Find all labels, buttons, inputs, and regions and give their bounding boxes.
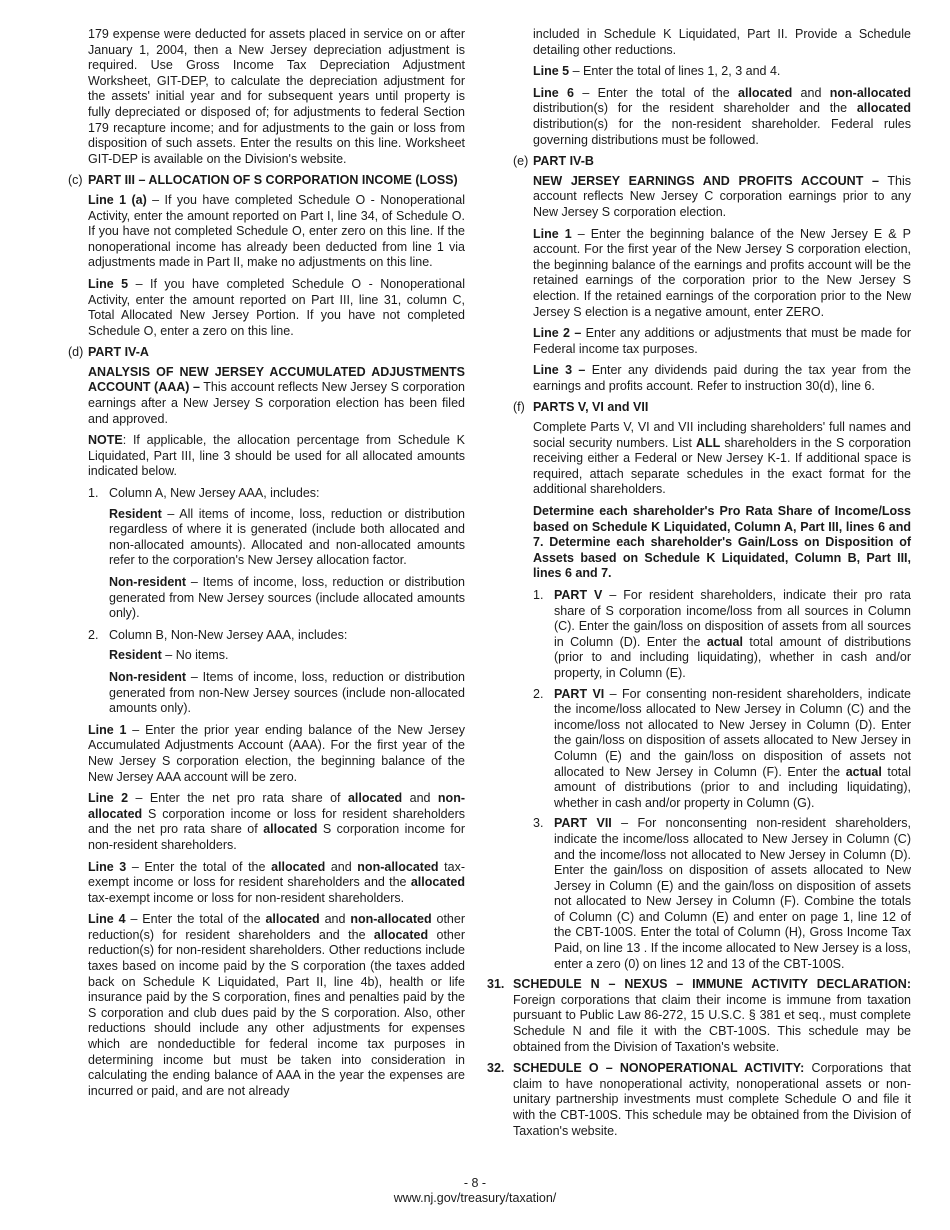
section-heading: PART IV-B — [533, 154, 594, 169]
paragraph: Line 5 – If you have completed Schedule O - Nonoperational Activity, enter the amount reported on Part III, line 31, column C, Total Allocated New Jersey Portion. If you have not completed Schedule O, enter a zero on this line. — [88, 276, 465, 338]
section-heading: PARTS V, VI and VII — [533, 400, 649, 415]
paragraph: Non-resident – Items of income, loss, reduction or distribution generated from non-New Jersey sources (include non-allocated amounts only). — [109, 669, 465, 716]
paragraph: Line 2 – Enter the net pro rata share of allocated and non-allocated S corporation income or loss for resident shareholders and the net pro rata share of allocated S corporation income for non-resident shareholders. — [88, 791, 466, 852]
paragraph: Resident – No items. — [109, 648, 229, 663]
page-number: - 8 - — [463, 1176, 487, 1190]
section-d — [68, 345, 465, 361]
list-item: 2. Column B, Non-New Jersey AAA, includes: — [88, 627, 348, 642]
section-e — [513, 154, 911, 170]
paragraph: Non-resident – Items of income, loss, reduction or distribution generated from New Jersey sources (include allocated amounts only). — [109, 575, 465, 621]
paragraph: Determine each shareholder's Pro Rata Share of Income/Loss based on Schedule K Liquidated, Column A, Part III, lines 6 and 7. Determine each shareholder's Gain/Loss on Disposition of Assets based on Schedule K Liquidated, Column B, Part III, lines 6 and 7. — [533, 504, 911, 581]
section-label: (e) — [513, 154, 529, 169]
paragraph: Line 2 – Enter any additions or adjustments that must be made for Federal income tax purposes. — [533, 326, 911, 356]
section-32: 32. SCHEDULE O – NONOPERATIONAL ACTIVITY: Corporations that claim to have nonoperational activity, nonoperational assets or non-unitary partnership investments must complete Schedule O and file it with the CBT-100S. This schedule may be obtained from the Division of Taxation's website. — [487, 1061, 912, 1138]
list-item: 3. PART VII – For nonconsenting non-resident shareholders, indicate the income/loss allocated to New Jersey in Column (C) and the income/loss not allocated to New Jersey in Column (D). Enter the gain/loss on disposition of assets allocated to New Jersey in Column (E) and the gain/loss on disposition of assets not allocated to New Jersey in Column (F). Combine the totals of Column (C) and Column (E) and enter on page 1, line 12 of the CBT-100S. Enter the total of Column (H), Gross Income Tax Paid, on line 13 . If the income allocated to New Jersey is a loss, enter a zero (0) on lines 12 and 13 of the CBT-100S. — [533, 816, 911, 971]
list-item: 1. PART V – For resident shareholders, indicate their pro rata share of S corporation income/loss from all sources in Column (C). Enter the gain/loss on disposition of assets from all sources in Column (D). Enter the actual total amount of distributions (prior to and including liquidating), whether in cash and/or property, in Column (E). — [533, 588, 911, 680]
paragraph: Line 6 – Enter the total of the allocated and non-allocated distribution(s) for the resident shareholder and the allocated distribution(s) for the non-resident shareholder. Federal rules governing distributions must be followed. — [533, 85, 912, 147]
paragraph: 179 expense were deducted for assets placed in service on or after January 1, 2004, then a New Jersey depreciation adjustment is required. Use Gross Income Tax Depreciation Adjustment Worksheet, GIT-DEP, to calculate the depreciation adjustment for the assets' initial year and for subsequent years until property is fully depreciated or disposed of; for adjustments to federal Section 179 recapture income; and for adjustments to the gain or loss from disposition of such assets. Enter the results on this line. Worksheet GIT-DEP is available on the Division's website. — [88, 27, 465, 166]
section-f — [513, 400, 911, 416]
section-label: (d) — [68, 345, 84, 360]
list-item: 1. Column A, New Jersey AAA, includes: — [88, 486, 320, 501]
list-item: 2. PART VI – For consenting non-resident shareholders, indicate the income/loss allocated to New Jersey in Column (C) and the income/loss not allocated to New Jersey in Column (D). Enter the gain/loss on disposition of assets allocated to New Jersey in Column (E) and the gain/loss on disposition of assets not allocated to New Jersey in Column (F). Enter the actual total amount of distributions (prior to and including liquidating), whether in cash and/or property in Column (G). — [533, 686, 912, 810]
section-31: 31. SCHEDULE N – NEXUS – IMMUNE ACTIVITY DECLARATION: Foreign corporations that claim their income is immune from taxation pursuant to Public Law 86-272, 15 U.S.C. § 381 et seq., must complete Schedule N and file it with the CBT-100S. This schedule may be obtained from the Division of Taxation's website. — [487, 977, 911, 1054]
paragraph: NEW JERSEY EARNINGS AND PROFITS ACCOUNT – This account reflects New Jersey C corporation earnings prior to any New Jersey S corporation election. — [533, 173, 911, 219]
paragraph: Line 3 – Enter any dividends paid during the tax year from the earnings and profits account. Refer to instruction 30(d), line 6. — [533, 363, 912, 393]
paragraph: Line 5 – Enter the total of lines 1, 2, 3 and 4. — [533, 64, 781, 79]
paragraph: Complete Parts V, VI and VII including shareholders' full names and social security numbers. List ALL shareholders in the S corporation receiving either a Federal or New Jersey K-1. If additional space is required, attach separate schedules in the exact format for the additional shareholders. — [533, 420, 911, 497]
section-c — [68, 173, 465, 189]
paragraph: NOTE: If applicable, the allocation percentage from Schedule K Liquidated, Part III, line 3 should be used for all allocated amounts indicated below. — [88, 433, 465, 479]
section-label: (f) — [513, 400, 525, 415]
paragraph: Resident – All items of income, loss, reduction or distribution regardless of where it is generated (include both allocated and non-allocated amounts). Allocated and non-allocated amounts refer to the corporation's New Jersey allocation factor. — [109, 506, 465, 568]
left-column — [68, 27, 465, 1105]
footer-url: www.nj.gov/treasury/taxation/ — [393, 1191, 557, 1205]
paragraph: ANALYSIS OF NEW JERSEY ACCUMULATED ADJUSTMENTS ACCOUNT (AAA) – This account reflects New Jersey S corporation earnings after a New Jersey S corporation election has been filed and approved. — [88, 364, 465, 426]
section-heading: PART IV-A — [88, 345, 149, 360]
right-column — [487, 27, 912, 1145]
paragraph: Line 1 – Enter the beginning balance of the New Jersey E & P account. For the first year of the New Jersey S corporation election, the beginning balance of the earnings and profits account will be the retained earnings of the corporation prior to the New Jersey S election. If the retained earnings of the corporation prior to the New Jersey S election is a negative amount, enter ZERO. — [533, 226, 911, 319]
paragraph: Line 1 (a) – If you have completed Schedule O - Nonoperational Activity, enter the amount reported on Part I, line 34, of Schedule O. If you have not completed Schedule O, enter zero on this line. If the nonoperational income has already been deducted from line 1 via adjustments made in Part II, make no adjustments on this line. — [88, 192, 465, 270]
paragraph: Line 4 – Enter the total of the allocated and non-allocated other reduction(s) for resident shareholders and the allocated other reduction(s) for non-resident shareholders. Other reductions include taxes based on income paid by the S corporation (the taxes added back on Schedule K Liquidated, Part II, line 4b), health or life insurance paid by the S corporation, fines and penalties paid by the S corporation and club dues paid by the S corporation. Also, other reductions should include any other adjustments for expenses which are nondeductible for federal income tax purposes in determining income but must be taken into consideration in calculating the ending balance of AAA in the year the expenses are incurred or paid, and are not already — [88, 912, 465, 1098]
paragraph: Line 3 – Enter the total of the allocated and non-allocated tax-exempt income or loss for resident shareholders and the allocated tax-exempt income or loss for non-resident shareholders. — [88, 859, 465, 905]
paragraph: Line 1 – Enter the prior year ending balance of the New Jersey Accumulated Adjustments Account (AAA). For the first year of the New Jersey S corporation election, the beginning balance of the New Jersey AAA account will be zero. — [88, 722, 465, 784]
section-label: (c) — [68, 173, 83, 188]
section-heading: PART III – ALLOCATION OF S CORPORATION INCOME (LOSS) — [88, 173, 458, 188]
paragraph: included in Schedule K Liquidated, Part II. Provide a Schedule detailing other reductions. — [533, 27, 911, 57]
